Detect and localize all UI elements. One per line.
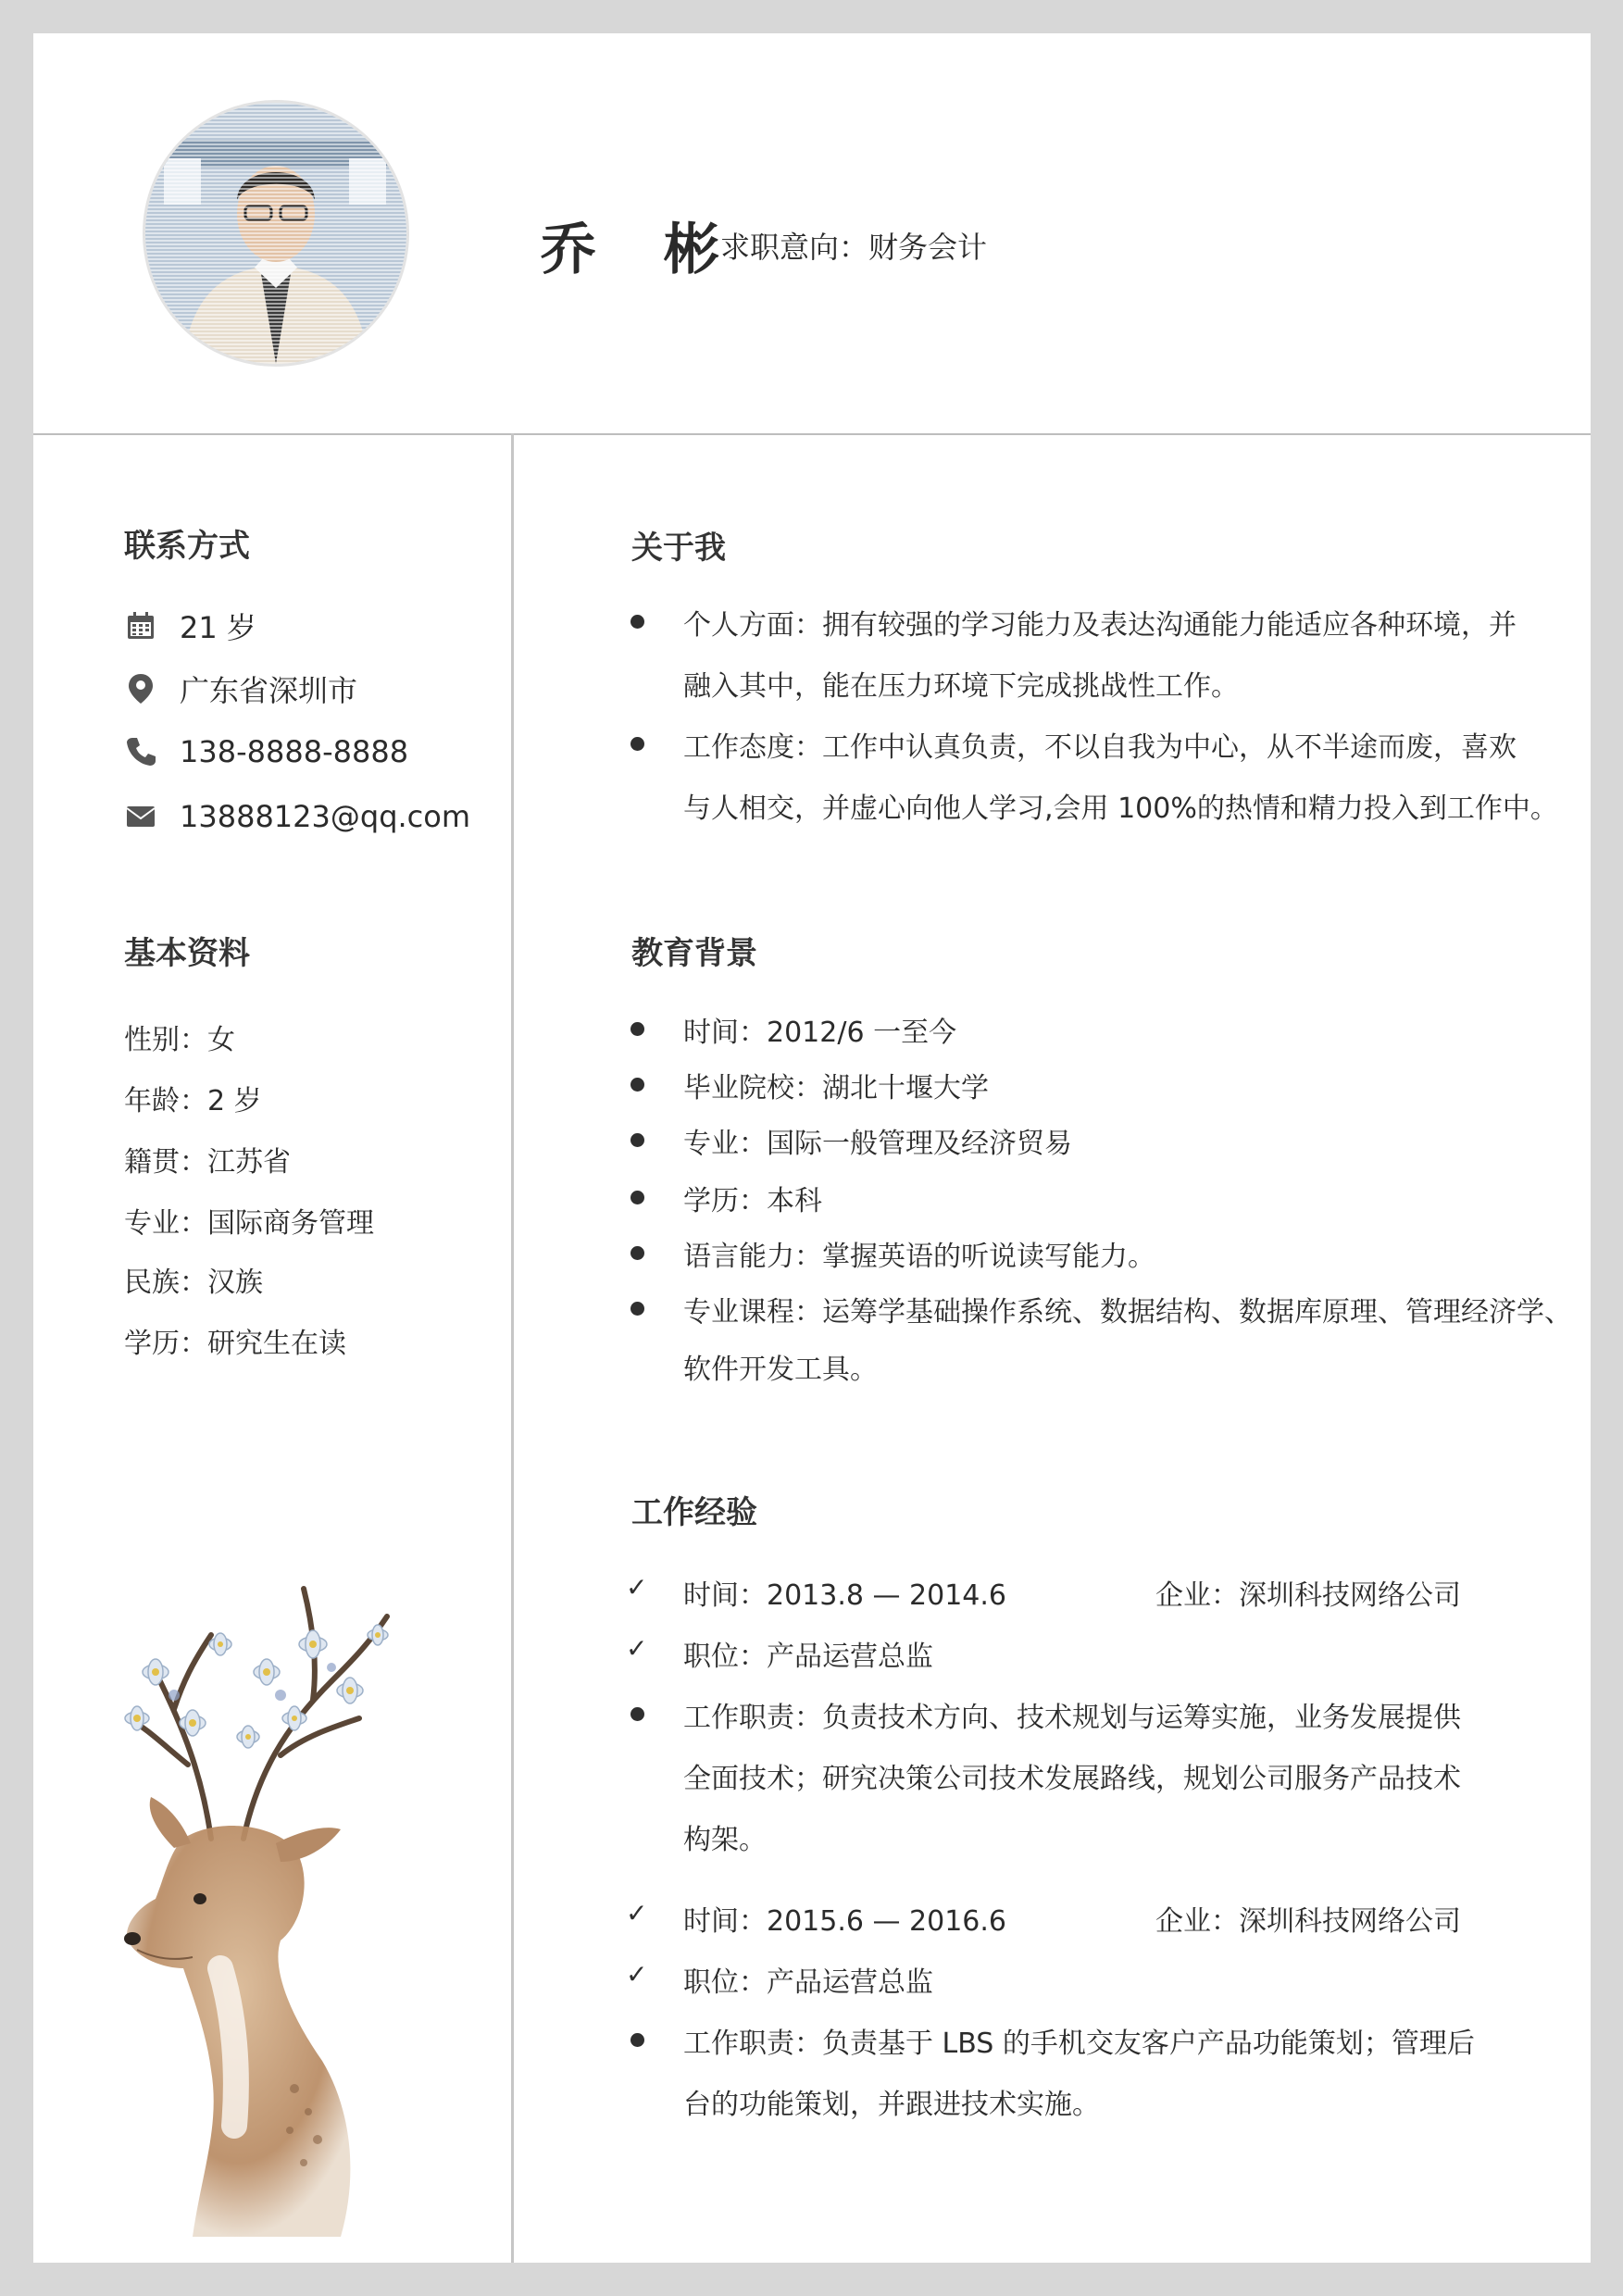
contact-title: 联系方式 (124, 528, 250, 565)
check-icon: ✓ (626, 1572, 648, 1603)
education-title: 教育背景 (631, 935, 757, 972)
check-icon: ✓ (626, 1898, 648, 1928)
bullet (630, 1078, 644, 1092)
resume-page (33, 33, 1591, 2263)
check-icon: ✓ (626, 1959, 648, 1990)
bullet (630, 1022, 644, 1036)
about-title: 关于我 (631, 530, 726, 567)
job2-time: 时间：2015.6 — 2016.6 (683, 1905, 1007, 1938)
education-language: 语言能力：掌握英语的听说读写能力。 (683, 1241, 1155, 1273)
job1-position: 职位：产品运营总监 (683, 1641, 933, 1673)
contact-email-text[interactable]: 13888123@qq.com (180, 799, 471, 834)
job2-duty-line1: 工作职责：负责基于 LBS 的手机交友客户产品功能策划；管理后 (683, 2028, 1475, 2060)
info-education: 学历：研究生在读 (124, 1328, 346, 1360)
header-divider (33, 433, 1591, 435)
education-courses-line2: 软件开发工具。 (683, 1354, 878, 1386)
contact-age-text: 21 岁 (180, 610, 256, 645)
contact-age (124, 605, 256, 646)
check-icon: ✓ (626, 1633, 648, 1664)
calendar-icon (124, 609, 157, 643)
job2-company: 企业：深圳科技网络公司 (1155, 1905, 1461, 1938)
job2-duty-line2: 台的功能策划，并跟进技术实施。 (683, 2089, 1100, 2121)
bullet (630, 1302, 644, 1316)
job2-position: 职位：产品运营总监 (683, 1966, 933, 1999)
basic-info-title: 基本资料 (124, 935, 250, 972)
about-attitude-line1: 工作态度：工作中认真负责，不以自我为中心，从不半途而废，喜欢 (683, 731, 1517, 764)
about-personal-line1: 个人方面：拥有较强的学习能力及表达沟通能力能适应各种环境，并 (683, 609, 1517, 642)
info-gender: 性别：女 (124, 1024, 235, 1056)
work-title: 工作经验 (631, 1494, 757, 1531)
column-divider (511, 433, 514, 2263)
bullet (630, 615, 644, 629)
info-age: 年龄：2 岁 (124, 1085, 262, 1117)
education-degree: 学历：本科 (683, 1185, 822, 1217)
contact-location-text: 广东省深圳市 (180, 673, 358, 708)
info-major: 专业：国际商务管理 (124, 1207, 374, 1240)
job1-duty-line3: 构架。 (683, 1824, 767, 1856)
bullet (630, 1707, 644, 1721)
education-major: 专业：国际一般管理及经济贸易 (683, 1128, 1072, 1160)
candidate-name: 乔 彬 (541, 218, 743, 282)
job-intent: 求职意向：财务会计 (720, 230, 988, 265)
contact-phone-text[interactable]: 138-8888-8888 (180, 734, 409, 769)
job1-company: 企业：深圳科技网络公司 (1155, 1579, 1461, 1612)
info-hometown: 籍贯：江苏省 (124, 1146, 291, 1179)
bullet (630, 1133, 644, 1147)
profile-photo-image (145, 103, 406, 364)
phone-icon (124, 735, 157, 768)
mail-icon (124, 800, 157, 833)
education-school: 毕业院校：湖北十堰大学 (683, 1072, 989, 1104)
contact-email (124, 796, 470, 837)
job1-duty-line2: 全面技术；研究决策公司技术发展路线，规划公司服务产品技术 (683, 1763, 1461, 1795)
profile-photo (143, 100, 409, 367)
bullet (630, 737, 644, 751)
bullet (630, 2033, 644, 2047)
deer-illustration (81, 1533, 489, 2246)
job1-duty-line1: 工作职责：负责技术方向、技术规划与运筹实施，业务发展提供 (683, 1702, 1461, 1734)
about-attitude-line2: 与人相交，并虚心向他人学习,会用 100%的热情和精力投入到工作中。 (683, 792, 1558, 825)
education-time: 时间：2012/6 一至今 (683, 1017, 957, 1049)
location-pin-icon (124, 672, 157, 705)
contact-phone (124, 731, 408, 772)
bullet (630, 1191, 644, 1204)
education-courses-line1: 专业课程：运筹学基础操作系统、数据结构、数据库原理、管理经济学、 (683, 1296, 1572, 1329)
job1-time: 时间：2013.8 — 2014.6 (683, 1579, 1007, 1612)
bullet (630, 1246, 644, 1260)
contact-location (124, 668, 357, 709)
about-personal-line2: 融入其中，能在压力环境下完成挑战性工作。 (683, 670, 1239, 703)
info-ethnicity: 民族：汉族 (124, 1267, 263, 1299)
